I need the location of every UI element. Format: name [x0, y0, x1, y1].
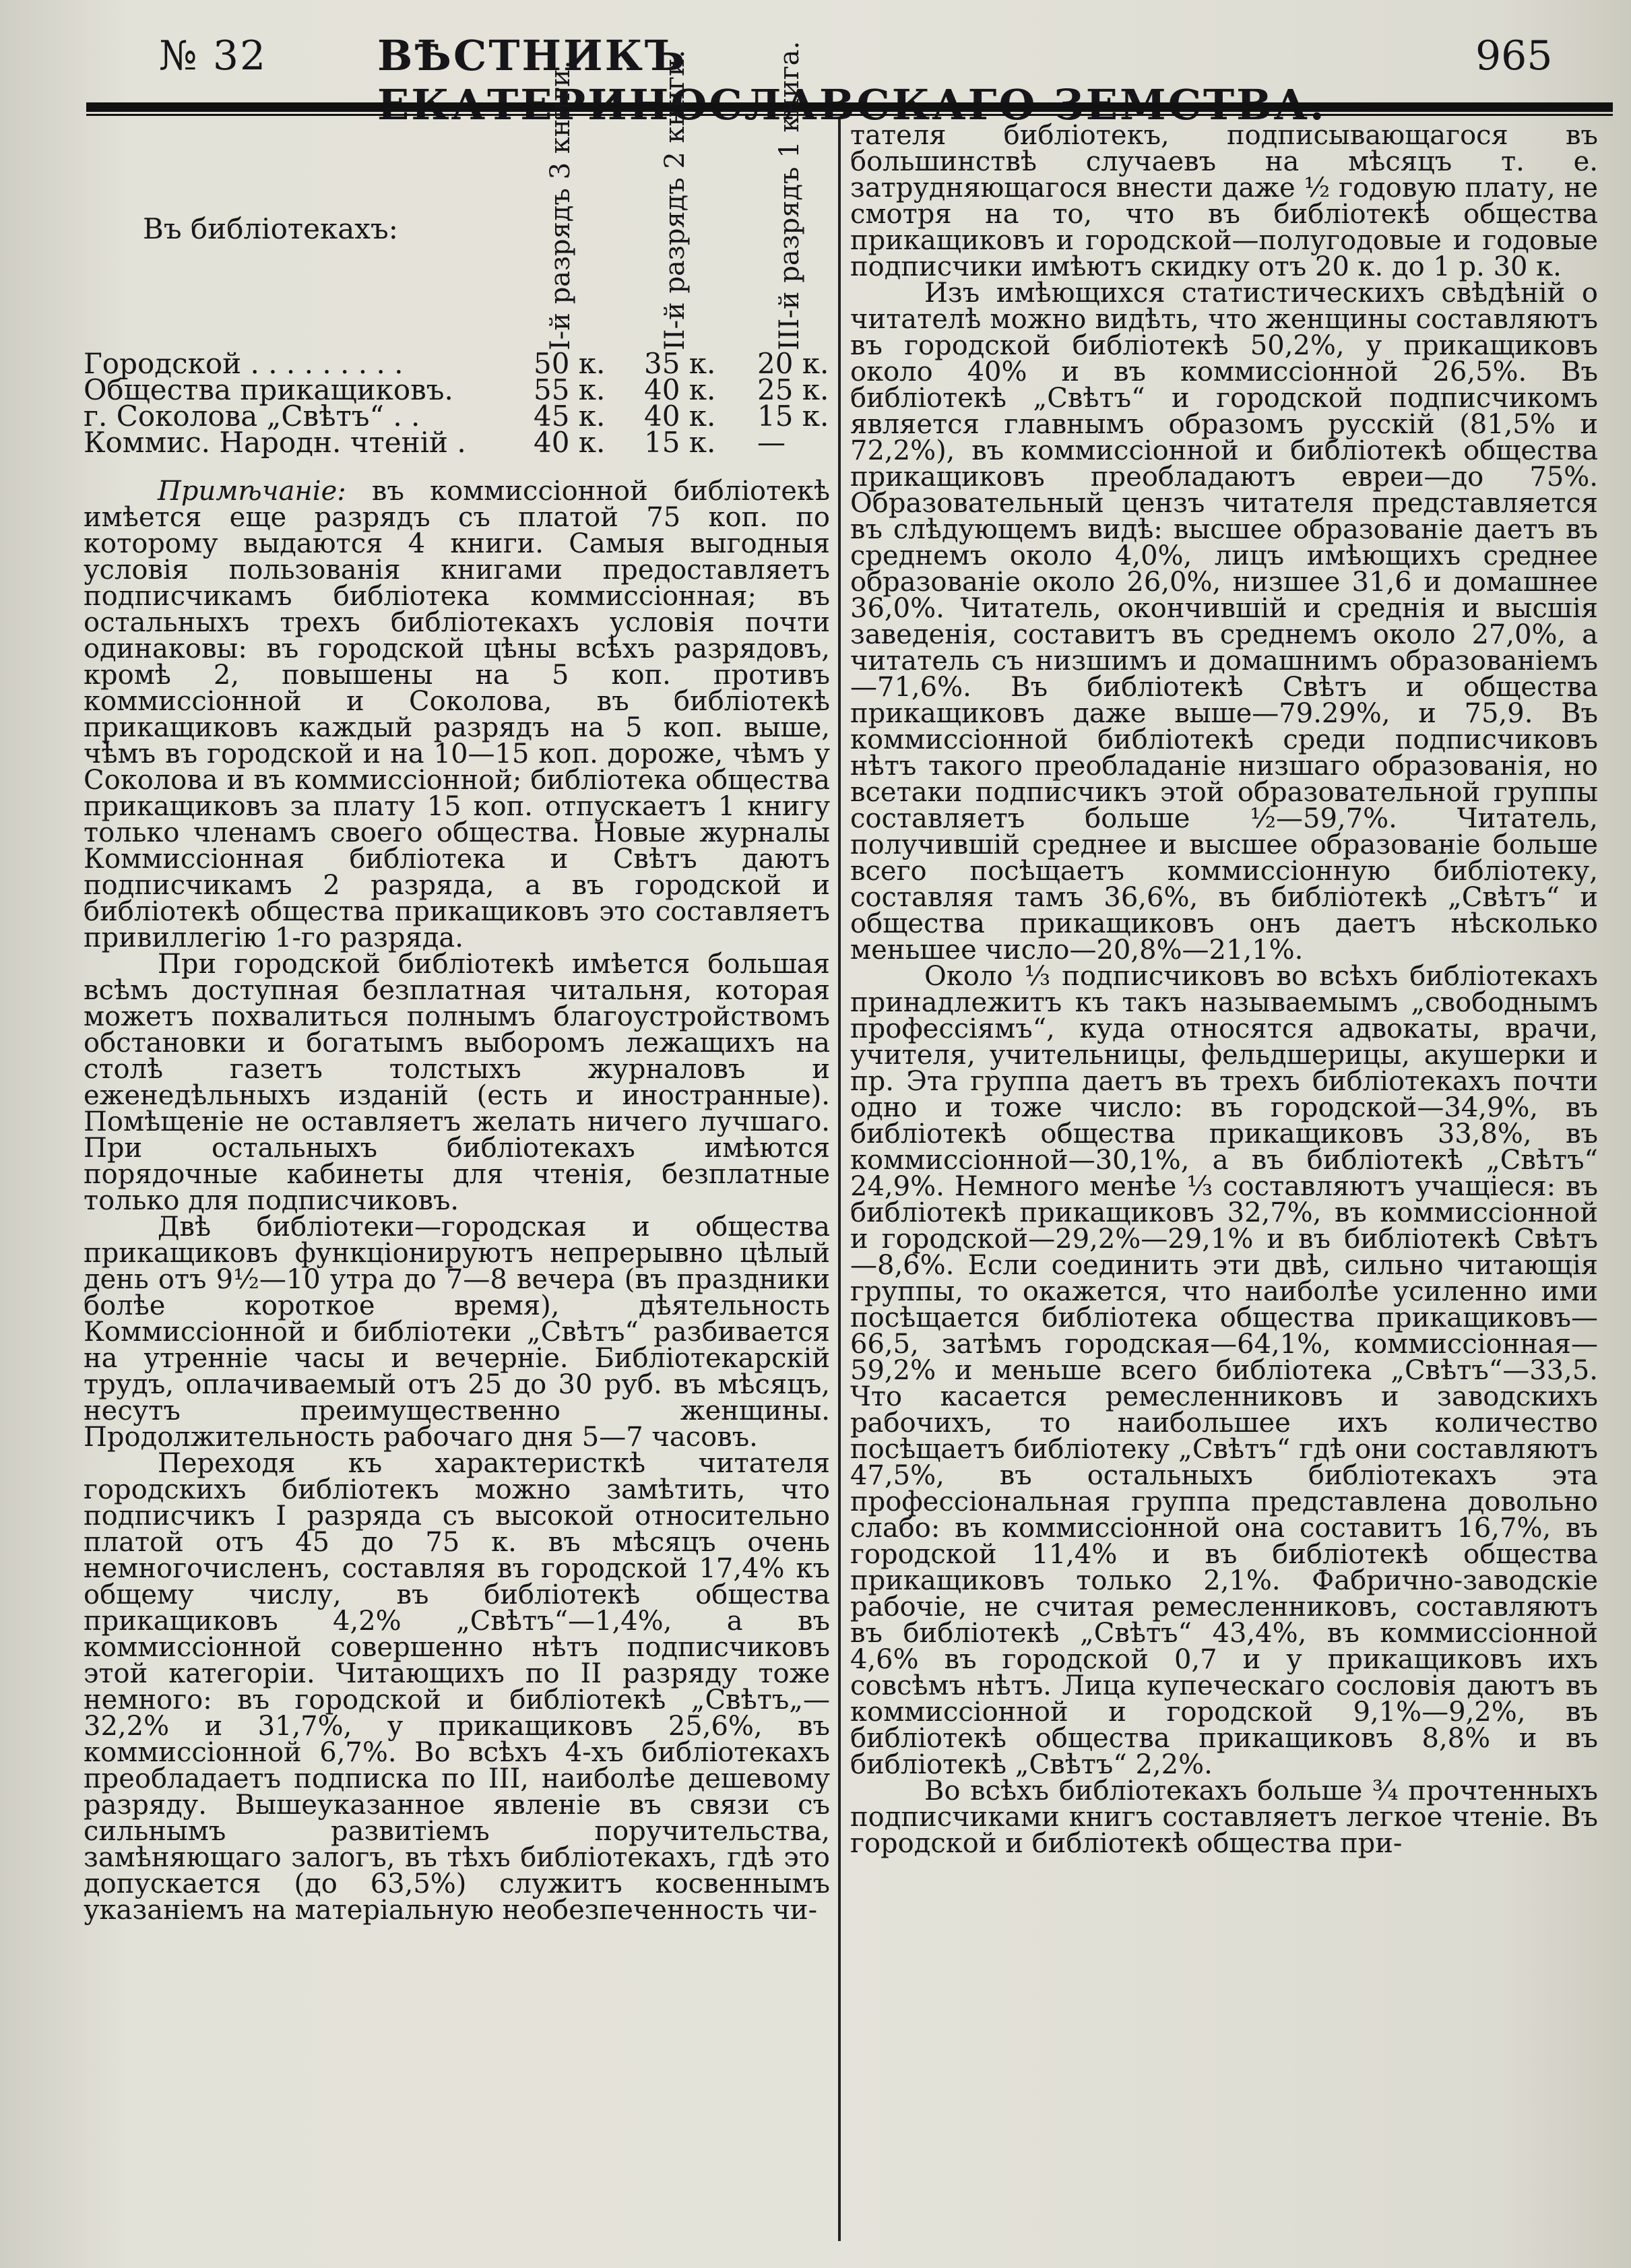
paragraph-continuation: тателя библіотекъ, подписывающагося въ большинствѣ случаевъ на мѣсяцъ т. е. затрудняющагося внести даже ½ годовую плату, не смотря на то, что въ библіотекѣ общества прикащиковъ и городской—полугодовые и годовые подписчики имѣютъ скидку отъ 20 к. до 1 р. 30 к. [850, 120, 1598, 282]
page-header [0, 26, 1631, 100]
note-label: Примѣчаніе: [158, 476, 346, 507]
paragraph-professions: Около ⅓ подписчиковъ во всѣхъ библіотекахъ принадлежитъ къ такъ называемымъ „свободнымъ профессіямъ“, куда относятся адвокаты, врачи, учителя, учительницы, фельдшерицы, акушерки и пр. Эта группа даетъ въ трехъ библіотекахъ почти одно и тоже число: въ городской—34,9%, въ библіотекѣ общества прикащиковъ 33,8%, въ коммиссіонной—30,1%, а въ библіотекѣ „Свѣтъ“ 24,9%. Немного менѣе ⅓ составляютъ учащіеся: въ библіотекѣ прикащиковъ 32,7%, въ коммиссіонной и городской—29,2%—29,1% и въ библіотекѣ Свѣтъ—8,6%. Если соединить эти двѣ, сильно читающія группы, то окажется, что наиболѣе усиленно ими посѣщается библіотека общества прикащиковъ—66,5, затѣмъ городская—64,1%, коммиссіонная—59,2% и меньше всего библіотека „Свѣтъ“—33,5. Что касается ремесленниковъ и заводскихъ рабочихъ, то наибольшее ихъ количество посѣщаетъ библіотеку „Свѣтъ“ гдѣ они составляютъ 47,5%, въ остальныхъ библіотекахъ эта профессіональная группа представлена довольно слабо: въ коммиссіонной она составитъ 16,7%, въ городской 11,4% и въ библіотекѣ общества прикащиковъ только 2,1%. Фабрично-заводскіе рабочіе, не считая ремесленниковъ, составляютъ въ библіотекѣ „Свѣтъ“ 43,4%, въ коммиссіонной 4,6% въ городской 0,7 и у прикащиковъ ихъ совсѣмъ нѣтъ. Лица купеческаго сословія даютъ въ коммиссіонной и городской 9,1%—9,2%, въ библіотекѣ общества прикащиковъ 8,8% и въ библіотекѣ „Свѣтъ“ 2,2%. [850, 961, 1598, 1780]
paragraph-light-reading: Во всѣхъ библіотекахъ больше ¾ прочтенныхъ подписчиками книгъ составляетъ легкое чтеніе. Въ городской и библіотекѣ общества при- [850, 1775, 1598, 1859]
table-row: Городской . . . . . . . . . 50 к. 35 к. 20 к. [84, 347, 829, 380]
column-header-2: II-й разрядъ 2 книги. [660, 49, 691, 350]
issue-number: № 32 [159, 32, 267, 80]
paragraph-statistics: Изъ имѣющихся статистическихъ свѣдѣній о читателѣ можно видѣть, что женщины составляютъ въ городской библіотекѣ 50,2%, у прикащиковъ около 40% и въ коммиссіонной 26,5%. Въ библіотекѣ „Свѣтъ“ и городской подписчикомъ является главнымъ образомъ русскій (81,5% и 72,2%), въ коммиссіонной и библіотекѣ общества прикащиковъ преобладаютъ евреи—до 75%. Образовательный цензъ читателя представляется въ слѣдующемъ видѣ: высшее образованіе даетъ въ среднемъ около 4,0%, лицъ имѣющихъ среднее образованіе около 26,0%, низшее 31,6 и домашнее 36,0%. Читатель, окончившій и среднія и высшія заведенія, составитъ въ среднемъ около 27,0%, а читатель съ низшимъ и домашнимъ образованіемъ—71,6%. Въ библіотекѣ Свѣтъ и общества прикащиковъ даже выше—79.29%, и 75,9. Въ коммиссіонной библіотекѣ среди подписчиковъ нѣтъ такого преобладаніе низшаго образованія, но всетаки подписчикъ этой образовательной группы составляетъ больше ½—59,7%. Читатель, получившій среднее и высшее образованіе больше всего посѣщаетъ коммиссіонную библіотеку, составляя тамъ 36,6%, въ библіотекѣ „Свѣтъ“ и общества прикащиковъ онъ даетъ нѣсколько меньшее число—20,8%—21,1%. [850, 278, 1598, 966]
header-rule-thin [86, 114, 1613, 116]
table-body [84, 347, 830, 459]
column-divider [838, 119, 841, 2241]
note-paragraph [84, 478, 830, 951]
column-header-1: I-й разрядъ 3 книги. [545, 60, 576, 350]
paragraph-reading-room: При городской библіотекѣ имѣется большая всѣмъ доступная безплатная читальня, которая можетъ похвалиться полнымъ благоустройствомъ обстановки и богатымъ выборомъ лежащихъ на столѣ газетъ толстыхъ журналовъ и еженедѣльныхъ изданій (есть и иностранные). Помѣщеніе не оставляетъ желать ничего лучшаго. При остальныхъ библіотекахъ имѣются порядочные кабинеты для чтенія, безплатные только для подписчиковъ. [84, 949, 830, 1216]
column-header-3: III-й разрядъ 1 книга. [774, 40, 805, 350]
table-row: Коммис. Народн. чтеній . 40 к. 15 к. — [84, 426, 786, 459]
journal-title: ВѢСТНИКЪ [377, 31, 687, 80]
table-row: г. Соколова „Свѣтъ“ . . 45 к. 40 к. 15 к. [84, 400, 829, 433]
table-row: Общества прикащиковъ. 55 к. 40 к. 25 к. [84, 373, 829, 406]
note-text: въ коммиссіонной библіотекѣ имѣется еще разрядъ съ платой 75 коп. по которому выдаются 4 книги. Самыя выгодныя условія пользованія книгами предоставляетъ подписчикамъ библіотека коммиссіонная; въ остальныхъ трехъ библіотекахъ условія почти одинаковы: въ городской цѣны всѣхъ разрядовъ, кромѣ 2, повышены на 5 коп. противъ коммиссіонной и Соколова, въ библіотекѣ прикащиковъ каждый разрядъ на 5 коп. выше, чѣмъ въ городской и на 10—15 коп. дороже, чѣмъ у Соколова и въ коммиссіонной; библіотека общества прикащиковъ за плату 15 коп. отпускаетъ 1 книгу только членамъ своего общества. Новые журналы Коммиссіонная библіотека и Свѣтъ даютъ подписчикамъ 2 разряда, а въ городской и библіотекѣ общества прикащиковъ это составляетъ привиллегію 1-го разряда. [84, 476, 830, 953]
paragraph-readers: Переходя къ характеристкѣ читателя городскихъ библіотекъ можно замѣтить, что подписчикъ I разряда съ высокой относительно платой отъ 45 до 75 к. въ мѣсяцъ очень немногочисленъ, составляя въ городской 17,4% къ общему числу, въ библіотекѣ общества прикащиковъ 4,2% „Свѣтъ“—1,4%, а въ коммиссіонной совершенно нѣтъ подписчиковъ этой категоріи. Читающихъ по II разряду тоже немного: въ городской и библіотекѣ „Свѣтъ„—32,2% и 31,7%, у прикащиковъ 25,6%, въ коммиссіонной 6,7%. Во всѣхъ 4-хъ библіотекахъ преобладаетъ подписка по III, наиболѣе дешевому разряду. Вышеуказанное явленіе въ связи съ сильнымъ развитіемъ поручительства, замѣняющаго залогъ, въ тѣхъ библіотекахъ, гдѣ это допускается (до 63,5%) служитъ косвеннымъ указаніемъ на матеріальную необезпеченность чи- [84, 1448, 830, 1926]
paragraph-hours: Двѣ библіотеки—городская и общества прикащиковъ функціонируютъ непрерывно цѣлый день отъ 9½—10 утра до 7—8 вечера (въ праздники болѣе короткое время), дѣятельность Коммиссіонной и библіотеки „Свѣтъ“ разбивается на утренніе часы и вечерніе. Библіотекарскій трудъ, оплачиваемый отъ 25 до 30 руб. въ мѣсяцъ, несутъ преимущественно женщины. Продолжительность рабочаго дня 5—7 часовъ. [84, 1211, 830, 1453]
right-column [850, 120, 1598, 1859]
header-rule [86, 102, 1613, 112]
page-number: 965 [1475, 32, 1553, 80]
table-caption: Въ библіотекахъ: [143, 212, 398, 245]
